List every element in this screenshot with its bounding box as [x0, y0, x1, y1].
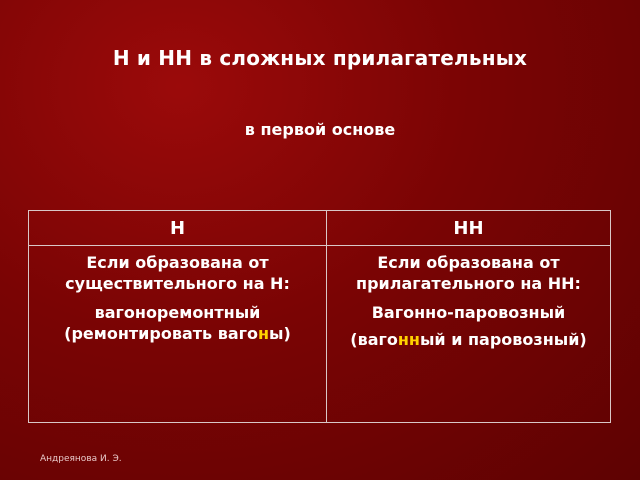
condition-nn: Если образована от прилагательного на НН:	[356, 253, 581, 293]
explanation-suffix-n: ы)	[269, 324, 291, 343]
table-row	[29, 246, 611, 423]
table-header-row	[29, 211, 611, 246]
slide-subtitle: в первой основе	[244, 120, 396, 139]
example-nn	[333, 329, 604, 350]
cell-n-rule	[29, 246, 327, 423]
header-n: Н	[29, 211, 327, 246]
explanation-prefix-n: (ремонтировать ваго	[64, 324, 258, 343]
header-nn: НН	[327, 211, 611, 246]
example-n	[35, 302, 320, 344]
example-word-nn: Вагонно-паровозный	[371, 303, 566, 322]
cell-nn-rule	[327, 246, 611, 423]
highlight-nn: нн	[397, 330, 420, 349]
explanation-prefix-nn: (ваго	[350, 330, 398, 349]
explanation-suffix-nn: ый и паровозный)	[419, 330, 587, 349]
author-footer: Андреянова И. Э.	[40, 454, 122, 464]
highlight-n: н	[257, 324, 270, 343]
slide-title: Н и НН в сложных прилагательных	[112, 46, 528, 70]
rules-table	[28, 210, 611, 423]
example-word-n: вагоноремонтный	[94, 303, 261, 322]
condition-n: Если образована от существительного на Н:	[65, 253, 290, 293]
